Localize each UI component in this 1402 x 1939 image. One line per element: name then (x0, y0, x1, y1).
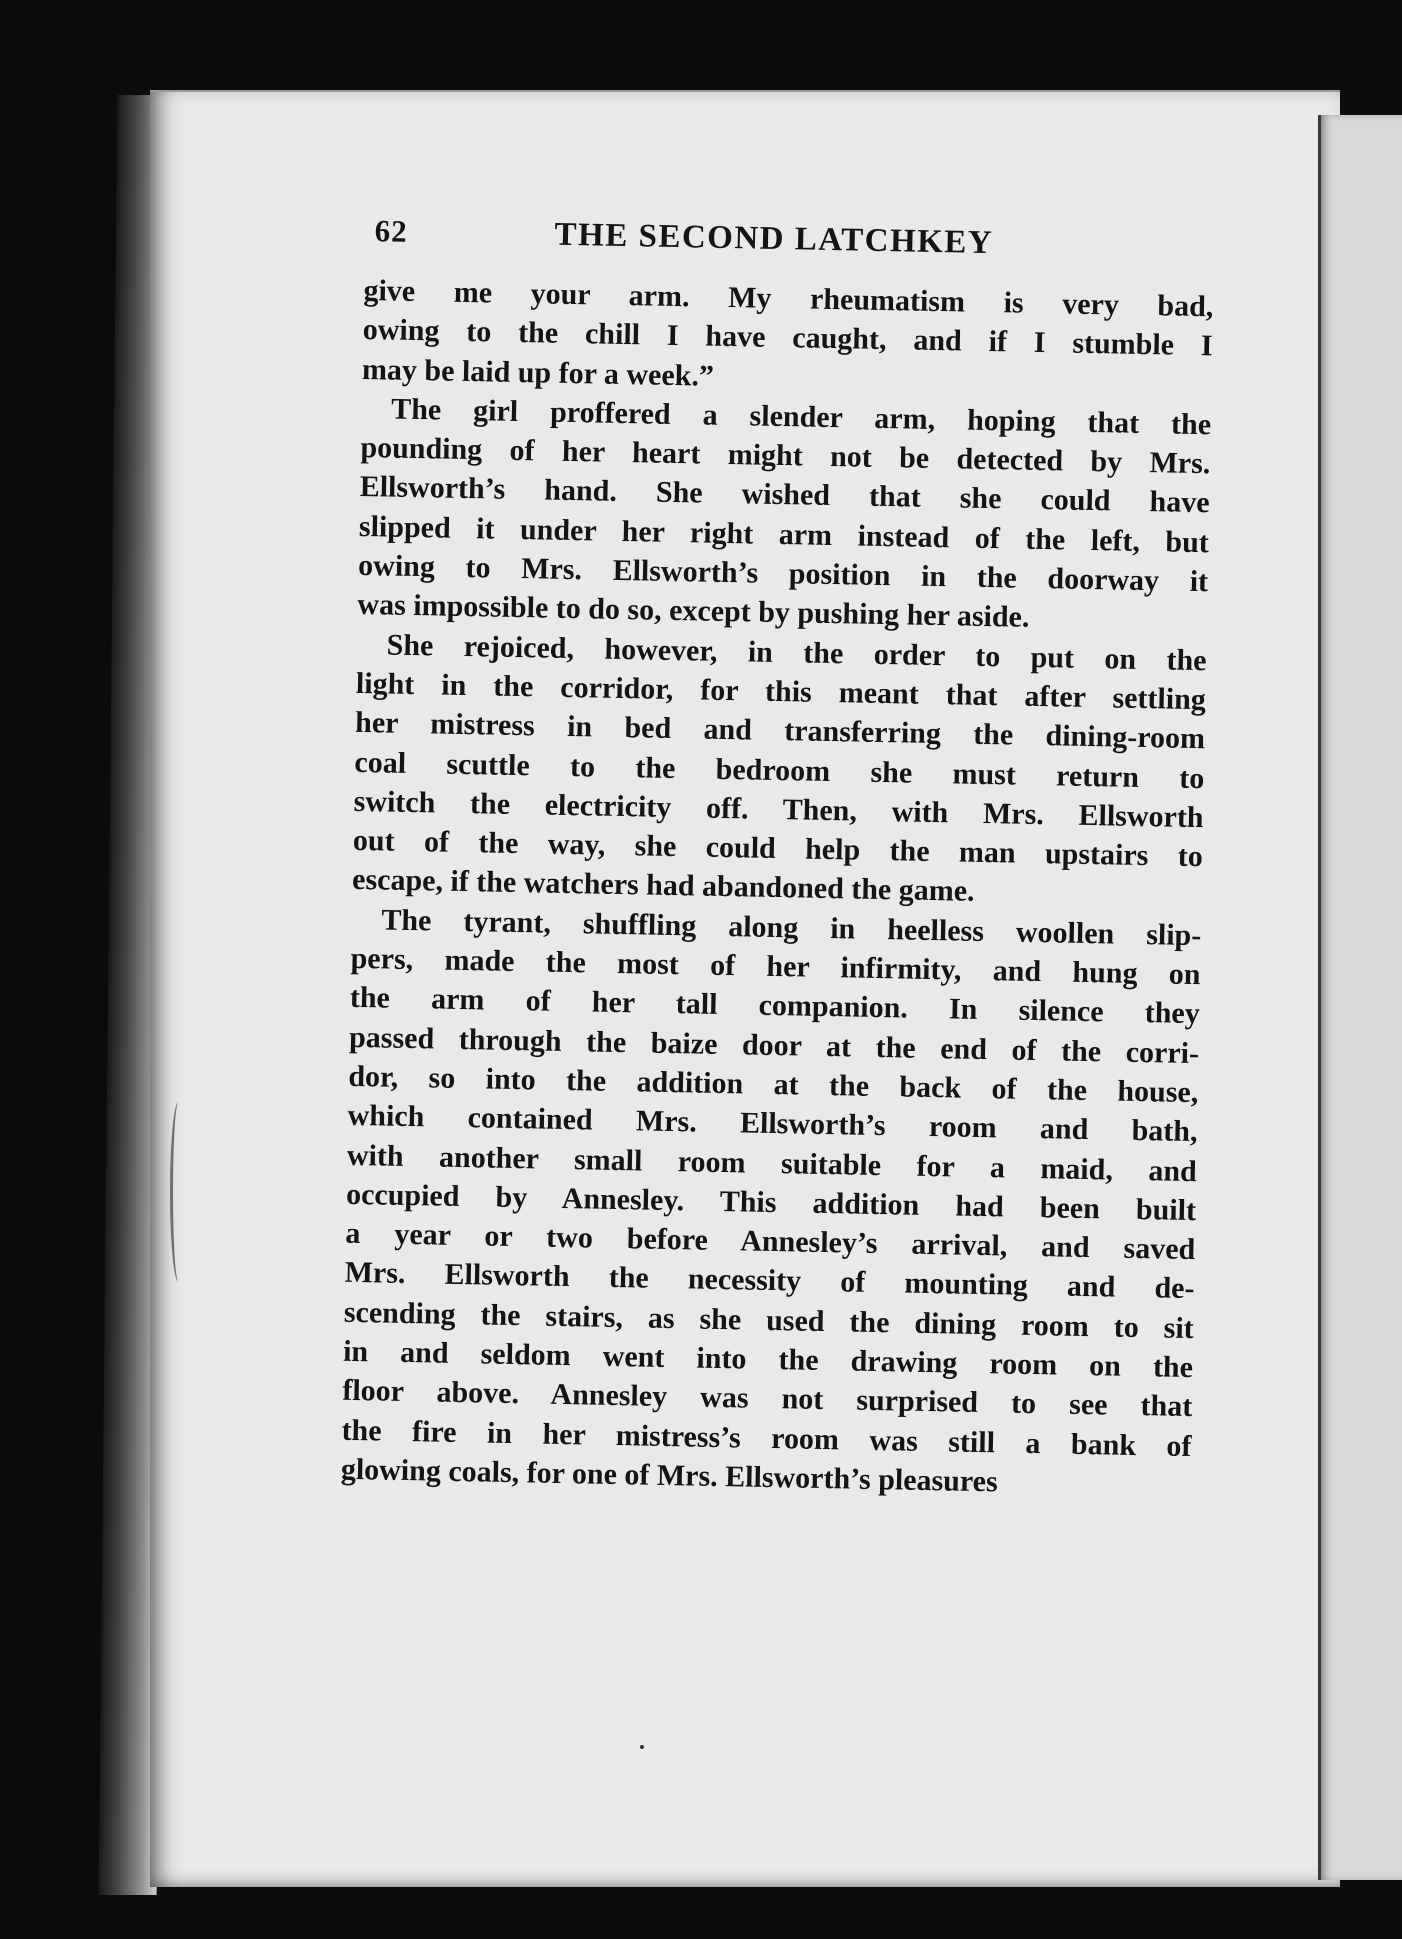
text-line: which contained Mrs. Ellsworth’s room and bath, (347, 1099, 1198, 1149)
paragraph (362, 271, 1214, 405)
text-line: pers, made the most of her infirmity, and hung on (350, 941, 1201, 992)
text-line: give me your arm. My rheumatism is very bad, (363, 273, 1214, 324)
text-line: the fire in her mistress’s room was still a bank of (341, 1413, 1192, 1463)
text-line: a year or two before Annesley’s arrival, and saved (345, 1216, 1196, 1267)
text-line: She rejoiced, however, in the order to put on the (386, 628, 1207, 677)
text-line: may be laid up for a week.” (361, 352, 715, 393)
paragraph (341, 900, 1202, 1506)
text-line: Mrs. Ellsworth the necessity of mounting and de- (344, 1256, 1195, 1306)
text-line: escape, if the watchers had abandoned the game. (351, 863, 975, 909)
text-line: owing to the chill I have caught, and if I stumble I (362, 313, 1213, 363)
text-line: coal scuttle to the bedroom she must return to (354, 745, 1205, 795)
text-line: slipped it under her right arm instead of the left, but (358, 509, 1210, 560)
text-line: The girl proffered a slender arm, hoping that the (390, 392, 1212, 442)
paragraph (352, 625, 1207, 916)
text-line: occupied by Annesley. This addition had been built (345, 1177, 1197, 1227)
text-line: Ellsworth’s hand. She wished that she could have (359, 470, 1210, 520)
text-line: switch the electricity off. Then, with Mrs. Ellsworth (353, 784, 1204, 835)
text-line: in and seldom went into the drawing room on the (342, 1334, 1194, 1385)
text-line: floor above. Annesley was not surprised to see that (342, 1374, 1193, 1424)
scan-speck (640, 1745, 644, 1749)
running-title: THE SECOND LATCHKEY (554, 216, 994, 262)
text-line: pounding of her heart might not be detected by Mrs. (360, 431, 1211, 481)
page-number: 62 (374, 213, 408, 249)
text-line: out of the way, she could help the man upstairs to (352, 824, 1204, 874)
body-text (341, 271, 1214, 1505)
text-line: with another small room suitable for a maid, and (346, 1138, 1198, 1188)
binding-curve (170, 1102, 187, 1282)
text-line: owing to Mrs. Ellsworth’s position in the doorway it (357, 549, 1209, 599)
text-line: passed through the baize door at the end of the corri- (348, 1020, 1200, 1070)
text-line: her mistress in bed and transferring the dining-room (354, 706, 1206, 756)
text-line: glowing coals, for one of Mrs. Ellsworth’s pleasures (340, 1452, 999, 1499)
text-line: was impossible to do so, except by pushing her aside. (357, 588, 1030, 635)
text-line: the arm of her tall companion. In silence they (349, 981, 1201, 1031)
facing-page-edge (1318, 115, 1402, 1880)
text-line: scending the stairs, as she used the dining room to sit (343, 1295, 1195, 1345)
page-text-block (341, 213, 1215, 1505)
text-line: The tyrant, shuffling along in heelless woollen slip- (381, 903, 1202, 952)
text-line: light in the corridor, for this meant that after settling (355, 666, 1207, 717)
paragraph (357, 389, 1211, 641)
text-line: dor, so into the addition at the back of the house, (348, 1059, 1199, 1110)
